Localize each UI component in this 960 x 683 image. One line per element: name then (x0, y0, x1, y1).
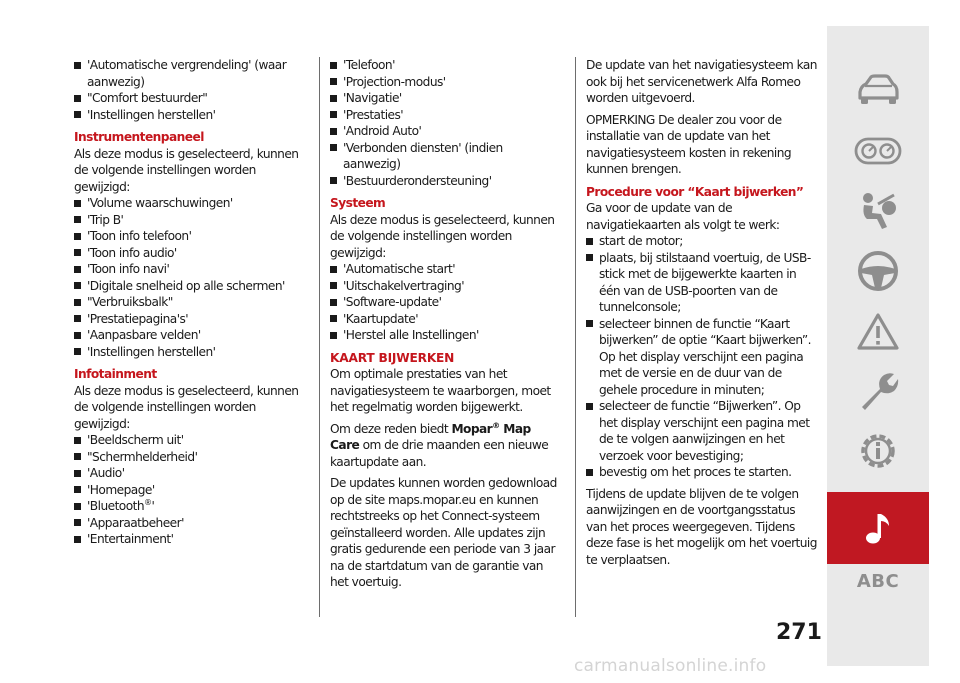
list-item (74, 261, 300, 278)
item-text: Als deze modus is geselecteerd, kunnen de volgende instellingen worden gewijzigd: (74, 146, 299, 194)
list-item (330, 173, 562, 190)
item-text: selecteer de functie “Bijwerken”. Op het display verschijnt een pagina met de te volgen aanwijzingen en het verzoek voor bevestiging; (599, 399, 810, 463)
paragraph (586, 112, 818, 178)
item-text: bevestig om het proces te starten. (599, 465, 792, 479)
text-run: om de drie maanden een nieuwe kaartupdate aan. (330, 438, 549, 469)
list-item (74, 482, 300, 499)
list-item (74, 531, 300, 548)
list-item (586, 250, 818, 316)
paragraph (74, 383, 300, 433)
list-item (74, 245, 300, 262)
list-item (74, 107, 300, 124)
item-text: 'Software-update' (343, 295, 442, 309)
sidebar-item-emergency[interactable] (827, 301, 929, 361)
list-item (330, 57, 562, 74)
paragraph (586, 200, 818, 233)
list-item (74, 228, 300, 245)
page-number: 271 (776, 620, 822, 645)
item-text: 'Automatische vergrendeling' (waar aanwezig) (87, 58, 287, 89)
item-text: 'Projection-modus' (343, 74, 446, 89)
item-text: 'Toon info navi' (87, 262, 170, 276)
item-text: 'Bluetooth (87, 499, 145, 513)
list-item (74, 498, 300, 515)
list-item (74, 311, 300, 328)
list-item (74, 327, 300, 344)
gear-info-icon (856, 429, 900, 473)
column-middle (330, 57, 562, 591)
section-heading (74, 129, 300, 146)
item-text: start de motor; (599, 234, 683, 248)
item-text: Tijdens de update blijven de te volgen aanwijzingen en de voortgangsstatus van het proces weergegeven. Tijdens deze fase is het mogelijk om het voertuig te verplaatsen. (586, 486, 817, 567)
list-item (330, 74, 562, 91)
list-item (330, 107, 562, 124)
music-note-icon (863, 510, 893, 546)
item-text: 'Beeldscherm uit' (87, 433, 184, 447)
list-item (586, 233, 818, 250)
dashboard-gauges-icon (854, 136, 902, 166)
list-item (74, 465, 300, 482)
paragraph (330, 212, 562, 262)
list-item (74, 278, 300, 295)
item-text: Procedure voor “Kaart bijwerken” (586, 184, 804, 199)
wrench-icon (856, 369, 900, 413)
registered-mark: ® (144, 497, 152, 507)
item-text: "Verbruiksbalk" (87, 295, 173, 309)
section-heading (586, 184, 818, 201)
item-text: 'Apparaatbeheer' (87, 515, 184, 530)
paragraph (330, 475, 562, 591)
list-item (586, 398, 818, 464)
list-item (74, 57, 300, 90)
item-text: Ga voor de update van de navigatiekaarten als volgt te werk: (586, 201, 780, 232)
item-text: OPMERKING De dealer zou voor de installatie van de update van het navigatiesysteem kosten in rekening kunnen brengen. (586, 112, 792, 176)
item-text: 'Android Auto' (343, 124, 422, 138)
list-item (74, 212, 300, 229)
item-text: 'Navigatie' (343, 91, 402, 105)
item-text: Als deze modus is geselecteerd, kunnen de volgende instellingen worden gewijzigd: (330, 212, 555, 260)
item-text: 'Volume waarschuwingen' (87, 196, 233, 210)
list-item (586, 316, 818, 399)
item-text: plaats, bij stilstaand voertuig, de USB-stick met de bijgewerkte kaarten in één van de USB-poorten van de tunnelconsole; (599, 250, 811, 314)
list-item (74, 294, 300, 311)
column-divider (575, 57, 576, 617)
brand-name: Mopar (451, 421, 493, 436)
chapter-heading (330, 350, 562, 367)
warning-triangle-icon (856, 311, 900, 351)
list-item (330, 311, 562, 328)
list-item (330, 327, 562, 344)
item-text: "Comfort bestuurder" (87, 91, 208, 105)
item-text: 'Homepage' (87, 482, 155, 497)
item-text: De update van het navigatiesysteem kan ook bij het servicenetwerk Alfa Romeo worden uitgevoerd. (586, 58, 817, 105)
item-text: 'Uitschakelvertraging' (343, 278, 464, 293)
item-text: Om optimale prestaties van het navigatiesysteem te waarborgen, moet het regelmatig worden bijgewerkt. (330, 367, 551, 414)
item-text: Systeem (330, 196, 386, 210)
sidebar-item-dashboard[interactable] (827, 121, 929, 181)
item-text: 'Aanpasbare velden' (87, 328, 201, 342)
sidebar-item-index[interactable] (827, 551, 929, 611)
sidebar-item-servicing[interactable] (827, 361, 929, 421)
list-item (74, 344, 300, 361)
list-item (330, 278, 562, 295)
airbag-icon (856, 191, 900, 231)
text-run: ' (151, 499, 155, 513)
item-text: selecteer binnen de functie “Kaart bijwerken” de optie “Kaart bijwerken”. Op het display verschijnt een pagina met de versie en de duur van de gehele procedure in minuten; (599, 316, 811, 397)
item-text: 'Toon info telefoon' (87, 229, 192, 243)
registered-mark: ® (492, 420, 500, 430)
item-text: Als deze modus is geselecteerd, kunnen de volgende instellingen worden gewijzigd: (74, 383, 299, 431)
chapter-sidebar (827, 26, 929, 666)
item-text: Infotainment (74, 367, 157, 381)
sidebar-item-safety[interactable] (827, 181, 929, 241)
text-run: Om deze reden biedt (330, 421, 452, 436)
list-item (330, 140, 562, 173)
column-left (74, 57, 300, 548)
paragraph (586, 486, 818, 569)
paragraph (330, 366, 562, 416)
list-item (330, 261, 562, 278)
car-icon (855, 73, 901, 109)
item-text: 'Instellingen herstellen' (87, 107, 216, 122)
list-item (74, 449, 300, 466)
item-text: "Schermhelderheid' (87, 449, 198, 464)
paragraph (330, 421, 562, 471)
column-right (586, 57, 818, 568)
item-text: 'Prestaties' (343, 107, 404, 122)
item-text: 'Verbonden diensten' (indien aanwezig) (343, 140, 503, 171)
paragraph (586, 57, 818, 107)
section-heading (74, 366, 300, 383)
abc-index-label: ABC (856, 570, 900, 592)
item-text: 'Entertainment' (87, 532, 174, 546)
list-item (74, 515, 300, 532)
item-text: 'Prestatiepagina's' (87, 311, 189, 326)
sidebar-item-starting-driving[interactable] (827, 241, 929, 301)
list-item (330, 90, 562, 107)
list-item (74, 432, 300, 449)
sidebar-item-car[interactable] (827, 61, 929, 121)
item-text: 'Toon info audio' (87, 245, 177, 260)
item-text: 'Audio' (87, 466, 125, 480)
list-item (330, 123, 562, 140)
list-item (586, 464, 818, 481)
item-text: 'Telefoon' (343, 58, 395, 72)
item-text: 'Automatische start' (343, 262, 456, 276)
list-item (330, 294, 562, 311)
list-item (74, 90, 300, 107)
item-text: 'Trip B' (87, 212, 124, 227)
list-item (74, 195, 300, 212)
sidebar-item-technical-data[interactable] (827, 421, 929, 481)
item-text: De updates kunnen worden gedownload op de site maps.mopar.eu en kunnen rechtstreeks op het Connect-systeem geïnstalleerd worden. Alle updates zijn gratis gedurende een periode van 3 jaar na de startdatum van de garantie van het voertuig. (330, 476, 557, 589)
brand-name: Map Care (330, 421, 531, 452)
item-text: 'Herstel alle Instellingen' (343, 328, 479, 342)
item-text: KAART BIJWERKEN (330, 350, 455, 365)
item-text: 'Digitale snelheid op alle schermen' (87, 278, 285, 293)
item-text: Instrumentenpaneel (74, 130, 204, 144)
watermark: carmanualsonline.info (574, 656, 767, 676)
item-text: 'Instellingen herstellen' (87, 344, 216, 359)
paragraph (74, 146, 300, 196)
item-text: 'Kaartupdate' (343, 311, 418, 326)
item-text: 'Bestuurderondersteuning' (343, 173, 492, 188)
column-divider (319, 57, 320, 617)
section-heading (330, 195, 562, 212)
steering-wheel-icon (857, 250, 899, 292)
